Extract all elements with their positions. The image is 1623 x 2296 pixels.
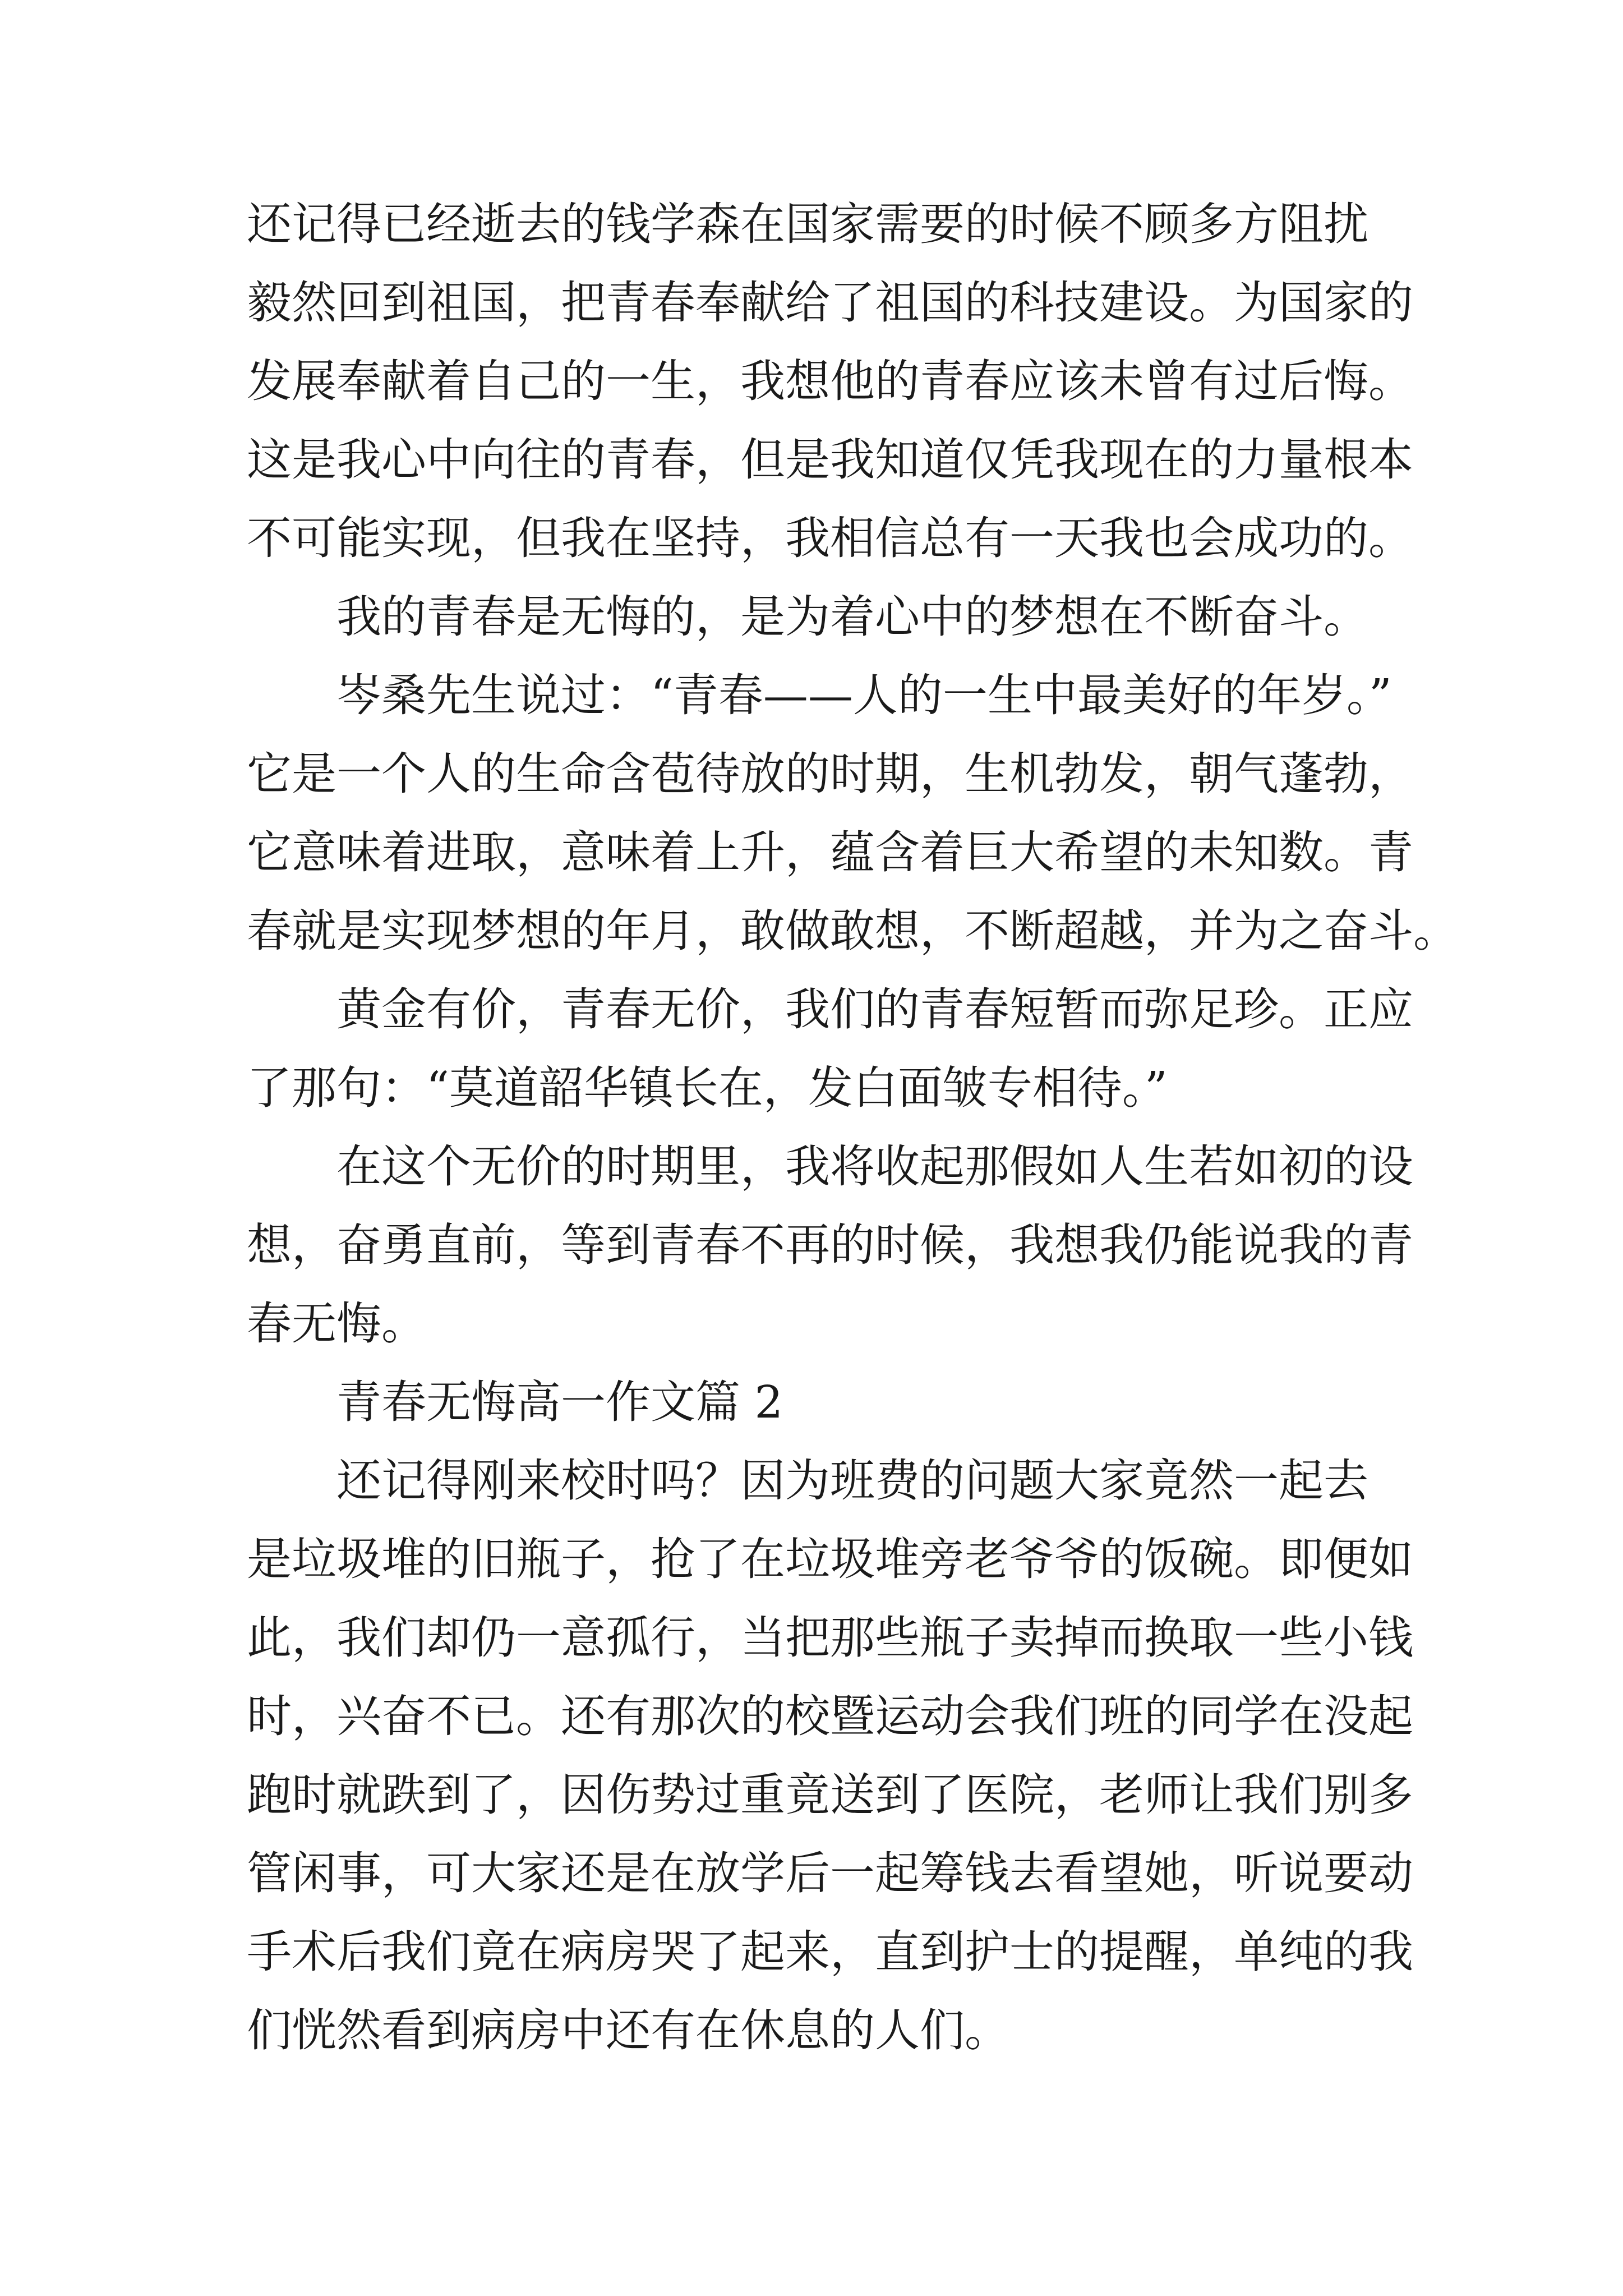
text-line: 岑桑先生说过：“青春——人的一生中最美好的年岁。” <box>336 669 1392 721</box>
text-line: 这是我心中向往的青春，但是我知道仅凭我现在的力量根本 <box>247 434 1413 486</box>
text-line: 我的青春是无悔的，是为着心中的梦想在不断奋斗。 <box>336 591 1368 643</box>
text-line: 在这个无价的时期里，我将收起那假如人生若如初的设 <box>336 1140 1413 1193</box>
text-line: 毅然回到祖国，把青春奉献给了祖国的科技建设。为国家的 <box>247 277 1413 329</box>
text-line: 青春无悔高一作文篇 2 <box>336 1376 783 1428</box>
text-line: 们恍然看到病房中还有在休息的人们。 <box>247 2004 1009 2056</box>
text-line: 还记得已经逝去的钱学森在国家需要的时候不顾多方阻扰 <box>247 198 1368 250</box>
text-line: 春就是实现梦想的年月，敢做敢想，不断超越，并为之奋斗。 <box>247 905 1458 957</box>
text-line: 时，兴奋不已。还有那次的校暨运动会我们班的同学在没起 <box>247 1690 1413 1742</box>
text-line: 了那句：“莫道韶华镇长在，发白面皱专相待。” <box>247 1062 1168 1114</box>
text-line: 是垃圾堆的旧瓶子，抢了在垃圾堆旁老爷爷的饭碗。即便如 <box>247 1533 1413 1585</box>
text-line: 它是一个人的生命含苞待放的时期，生机勃发，朝气蓬勃， <box>247 748 1413 800</box>
text-line: 春无悔。 <box>247 1297 426 1350</box>
text-line: 想，奋勇直前，等到青春不再的时候，我想我仍能说我的青 <box>247 1219 1413 1271</box>
text-line: 发展奉献着自己的一生，我想他的青春应该未曾有过后悔。 <box>247 355 1413 407</box>
text-line: 它意味着进取，意味着上升，蕴含着巨大希望的未知数。青 <box>247 826 1413 878</box>
text-line: 管闲事，可大家还是在放学后一起筹钱去看望她，听说要动 <box>247 1847 1413 1899</box>
document-body <box>247 185 1458 2070</box>
text-line: 还记得刚来校时吗？因为班费的问题大家竟然一起去 <box>336 1455 1368 1507</box>
text-line: 不可能实现，但我在坚持，我相信总有一天我也会成功的。 <box>247 512 1413 564</box>
text-line: 跑时就跌到了，因伤势过重竟送到了医院，老师让我们别多 <box>247 1769 1413 1821</box>
text-line: 手术后我们竟在病房哭了起来，直到护士的提醒，单纯的我 <box>247 1926 1413 1978</box>
text-line: 此，我们却仍一意孤行，当把那些瓶子卖掉而换取一些小钱 <box>247 1612 1413 1664</box>
text-line: 黄金有价，青春无价，我们的青春短暂而弥足珍。正应 <box>336 983 1413 1036</box>
